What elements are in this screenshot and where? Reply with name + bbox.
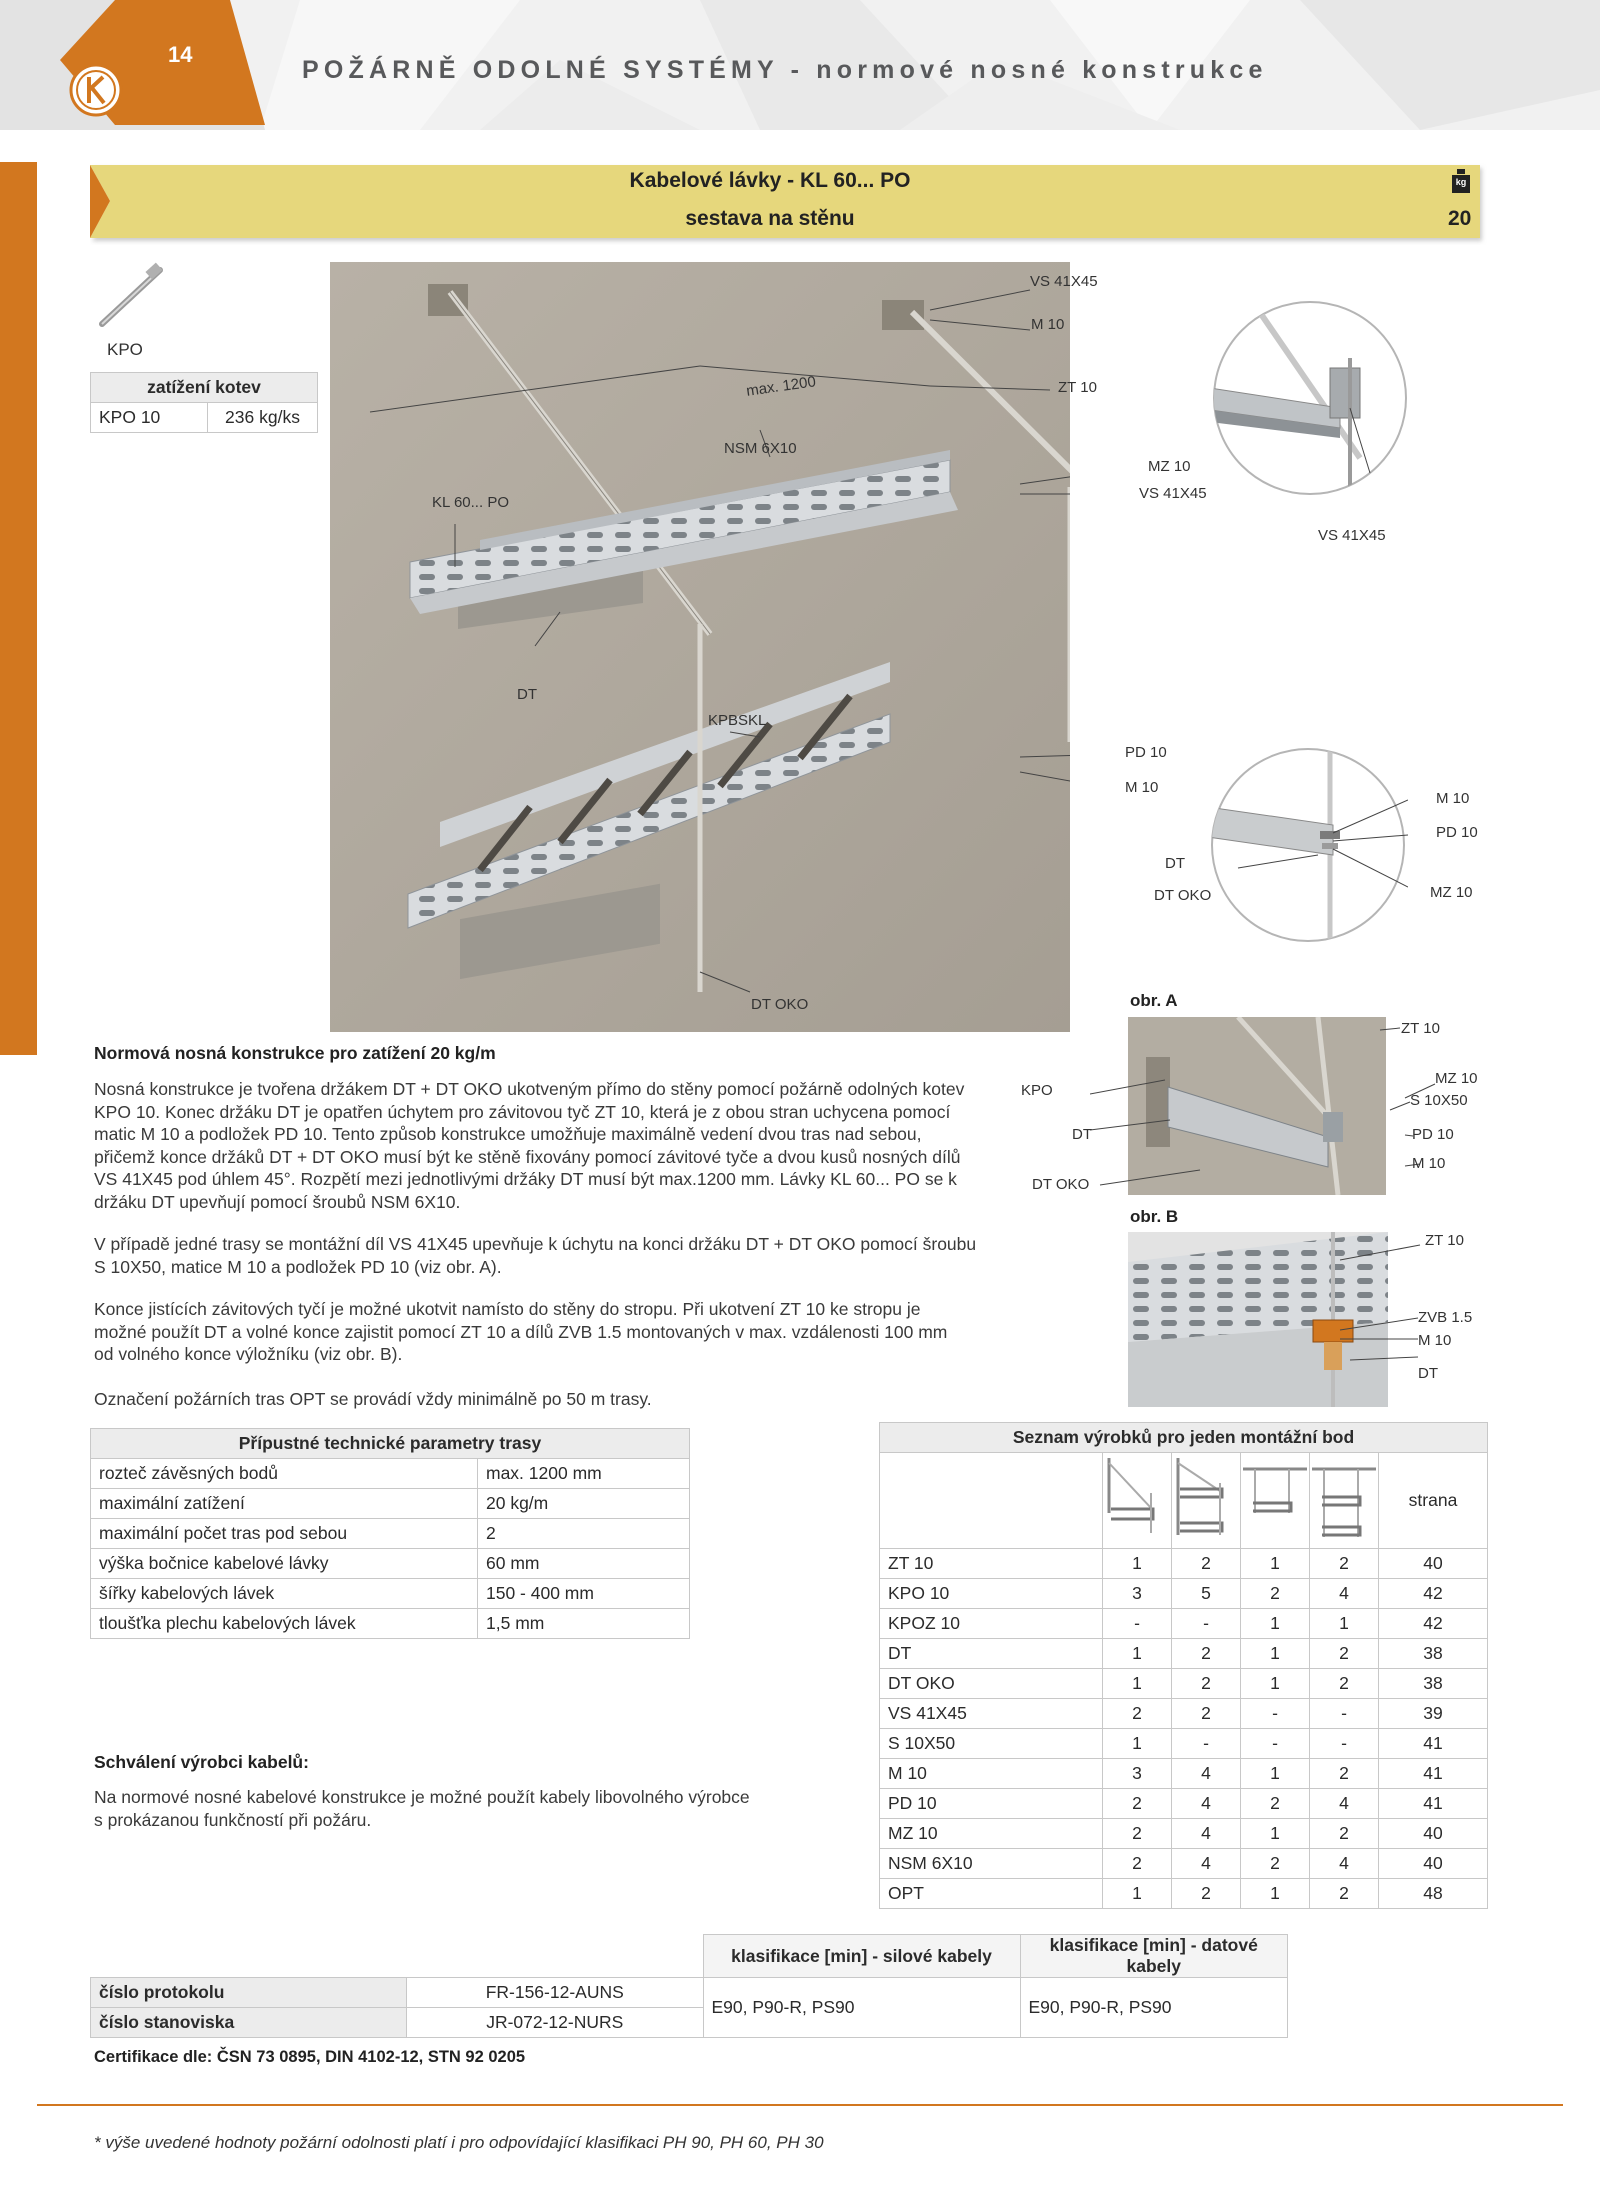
certification-table: [90, 1934, 1288, 2038]
product-qty-c4: 4: [1310, 1579, 1379, 1609]
p2-line: S 10X50, matice M 10 a podložek PD 10 (viz obr. A).: [94, 1256, 502, 1277]
product-qty-c3: 1: [1241, 1879, 1310, 1909]
parameters-table: [90, 1428, 690, 1639]
fig-b-label-zvb: ZVB 1.5: [1418, 1309, 1473, 1326]
table-row: [91, 1978, 1288, 2008]
product-qty-c2: 4: [1172, 1789, 1241, 1819]
product-qty-c2: 2: [1172, 1669, 1241, 1699]
param-value: 150 - 400 mm: [478, 1579, 690, 1609]
product-qty-c4: 2: [1310, 1669, 1379, 1699]
product-page: 38: [1379, 1669, 1488, 1699]
products-header: Seznam výrobků pro jeden montážní bod: [880, 1423, 1488, 1453]
table-row: [880, 1729, 1488, 1759]
product-name: OPT: [880, 1879, 1103, 1909]
table-row: [880, 1819, 1488, 1849]
label-kpbskl: KPBSKL: [708, 712, 767, 729]
table-row: [91, 403, 318, 433]
product-name: DT OKO: [880, 1669, 1103, 1699]
fig-a-label-zt10: ZT 10: [1401, 1020, 1440, 1037]
p2-line: V případě jedné trasy se montážní díl VS 41X45 upevňuje k úchytu na konci držáku DT + DT OKO pomocí šroubu: [94, 1234, 977, 1254]
fig-a-label-mz10: MZ 10: [1435, 1070, 1478, 1087]
table-row: [91, 1609, 690, 1639]
label-c2-dt: DT: [1165, 855, 1185, 872]
paragraph-2: [94, 1233, 1002, 1278]
product-qty-c3: -: [1241, 1729, 1310, 1759]
kpo-load-table: [90, 372, 318, 433]
approval-heading: Schválení výrobci kabelů:: [94, 1752, 309, 1772]
fig-a-label-kpo: KPO: [1021, 1082, 1053, 1099]
product-qty-c1: 2: [1103, 1819, 1172, 1849]
product-qty-c4: -: [1310, 1729, 1379, 1759]
fig-a-label-dt: DT: [1072, 1126, 1092, 1143]
config-2-icon: [1172, 1453, 1241, 1549]
param-value: 2: [478, 1519, 690, 1549]
label-dt-oko: DT OKO: [751, 996, 809, 1013]
param-name: maximální počet tras pod sebou: [91, 1519, 478, 1549]
fig-b-label-zt10: ZT 10: [1425, 1232, 1464, 1249]
table-row: [91, 1459, 690, 1489]
product-qty-c4: 2: [1310, 1639, 1379, 1669]
band-title: Kabelové lávky - KL 60... PO: [629, 169, 911, 192]
table-row: [880, 1759, 1488, 1789]
product-qty-c3: -: [1241, 1699, 1310, 1729]
product-qty-c4: 4: [1310, 1789, 1379, 1819]
product-qty-c1: 2: [1103, 1699, 1172, 1729]
product-page: 40: [1379, 1819, 1488, 1849]
product-page: 41: [1379, 1759, 1488, 1789]
fig-a-leaders: [1090, 1020, 1490, 1200]
product-qty-c3: 2: [1241, 1849, 1310, 1879]
label-m10-lower: M 10: [1125, 779, 1159, 796]
label-c2-pd10: PD 10: [1436, 824, 1478, 841]
silove-value: E90, P90-R, PS90: [703, 1978, 1020, 2038]
product-page: 42: [1379, 1579, 1488, 1609]
label-c2-dt-oko: DT OKO: [1154, 887, 1212, 904]
table-row: [91, 1489, 690, 1519]
fig-a-label-s10x50: S 10X50: [1410, 1092, 1468, 1109]
config-4-icon: [1310, 1453, 1379, 1549]
product-qty-c4: 1: [1310, 1609, 1379, 1639]
label-vs-41x45-detail: VS 41X45: [1318, 527, 1386, 544]
product-qty-c3: 2: [1241, 1579, 1310, 1609]
fig-a-label-pd10: PD 10: [1412, 1126, 1454, 1143]
p1-line: KPO 10. Konec držáku DT je opatřen úchytem pro závitovou tyč ZT 10, která je z obou stran uchycena pomocí: [94, 1101, 951, 1122]
product-page: 38: [1379, 1639, 1488, 1669]
product-qty-c3: 2: [1241, 1789, 1310, 1819]
product-page: 41: [1379, 1729, 1488, 1759]
kg-icon-text: kg: [1455, 177, 1467, 187]
strana-header: strana: [1379, 1453, 1488, 1549]
table-row: [91, 1579, 690, 1609]
param-value: max. 1200 mm: [478, 1459, 690, 1489]
product-qty-c4: 2: [1310, 1819, 1379, 1849]
certification-line: Certifikace dle: ČSN 73 0895, DIN 4102-12, STN 92 0205: [94, 2048, 526, 2066]
product-name: PD 10: [880, 1789, 1103, 1819]
param-name: výška bočnice kabelové lávky: [91, 1549, 478, 1579]
page-title: POŽÁRNĚ ODOLNÉ SYSTÉMY - normové nosné konstrukce: [302, 56, 1268, 84]
product-page: 48: [1379, 1879, 1488, 1909]
stanovisko-value: JR-072-12-NURS: [407, 2008, 704, 2038]
product-qty-c3: 1: [1241, 1639, 1310, 1669]
param-value: 20 kg/m: [478, 1489, 690, 1519]
kpo-row-value: 236 kg/ks: [208, 403, 318, 433]
table-row: [880, 1609, 1488, 1639]
label-mz10: MZ 10: [1148, 458, 1191, 475]
stanovisko-label: číslo stanoviska: [91, 2008, 407, 2038]
product-name: DT: [880, 1639, 1103, 1669]
kpo-anchor-image: [92, 262, 172, 332]
p3-line: od volného konce výložníku (viz obr. B).: [94, 1344, 403, 1364]
p1-line: Nosná konstrukce je tvořena držákem DT + DT OKO ukotveným přímo do stěny pomocí požárně odolných kotev: [94, 1079, 965, 1099]
param-name: maximální zatížení: [91, 1489, 478, 1519]
p1-line: VS 41X45 pod úhlem 45°. Rozpětí mezi jednotlivými držáky DT musí být max.1200 mm. Lávky KL 60... PO se k: [94, 1169, 957, 1189]
fig-a-label-m10: M 10: [1412, 1155, 1446, 1172]
product-qty-c3: 1: [1241, 1669, 1310, 1699]
table-row: [880, 1669, 1488, 1699]
label-dt-upper: DT: [517, 686, 537, 703]
datove-value: E90, P90-R, PS90: [1020, 1978, 1288, 2038]
product-qty-c2: 4: [1172, 1819, 1241, 1849]
section-heading: Normová nosná konstrukce pro zatížení 20 kg/m: [94, 1043, 496, 1063]
products-table: [879, 1422, 1488, 1909]
approval-line: s prokázanou funkčností při požáru.: [94, 1809, 372, 1830]
approval-line: Na normové nosné kabelové konstrukce je možné použít kabely libovolného výrobce: [94, 1787, 750, 1807]
table-row: [880, 1639, 1488, 1669]
p1-line: přičemž konce držáků DT + DT OKO musí být ke stěně fixovány pomocí závitové tyče a dvou kusů nosných dílů: [94, 1146, 961, 1167]
company-logo: [68, 62, 124, 118]
product-name: ZT 10: [880, 1549, 1103, 1579]
fig-a-label-dt-oko: DT OKO: [1032, 1176, 1090, 1193]
kg-icon: [1451, 169, 1471, 193]
param-name: tloušťka plechu kabelových lávek: [91, 1609, 478, 1639]
product-page: 41: [1379, 1789, 1488, 1819]
p3-line: Konce jistících závitových tyčí je možné ukotvit namísto do stěny do stropu. Při ukotvení ZT 10 ke stropu je: [94, 1299, 921, 1319]
product-qty-c4: 2: [1310, 1879, 1379, 1909]
product-qty-c1: 1: [1103, 1549, 1172, 1579]
product-qty-c4: -: [1310, 1699, 1379, 1729]
fig-b-leaders: [1200, 1235, 1450, 1375]
product-qty-c3: 1: [1241, 1609, 1310, 1639]
label-m10-top: M 10: [1031, 316, 1065, 333]
product-name: MZ 10: [880, 1819, 1103, 1849]
table-row: [91, 1519, 690, 1549]
table-row: [880, 1789, 1488, 1819]
table-row: [880, 1849, 1488, 1879]
table-row: [880, 1699, 1488, 1729]
product-name: VS 41X45: [880, 1699, 1103, 1729]
product-name: M 10: [880, 1759, 1103, 1789]
label-nsm-6x10: NSM 6X10: [724, 440, 797, 457]
product-qty-c1: -: [1103, 1609, 1172, 1639]
label-c2-mz10: MZ 10: [1430, 884, 1473, 901]
product-page: 42: [1379, 1609, 1488, 1639]
config-3-icon: [1241, 1453, 1310, 1549]
klasifikace-silove-header: klasifikace [min] - silové kabely: [703, 1935, 1020, 1978]
paragraph-1: [94, 1078, 1002, 1213]
product-name: S 10X50: [880, 1729, 1103, 1759]
product-qty-c1: 3: [1103, 1579, 1172, 1609]
kpo-table-header: zatížení kotev: [91, 373, 318, 403]
kpo-caption: KPO: [107, 340, 143, 359]
product-qty-c2: 2: [1172, 1639, 1241, 1669]
protokol-value: FR-156-12-AUNS: [407, 1978, 704, 2008]
product-qty-c2: 4: [1172, 1849, 1241, 1879]
footer-divider: [37, 2104, 1563, 2106]
label-pd10: PD 10: [1125, 744, 1167, 761]
param-name: rozteč závěsných bodů: [91, 1459, 478, 1489]
param-value: 60 mm: [478, 1549, 690, 1579]
product-qty-c2: 2: [1172, 1549, 1241, 1579]
product-qty-c2: 4: [1172, 1759, 1241, 1789]
product-page: 40: [1379, 1849, 1488, 1879]
param-value: 1,5 mm: [478, 1609, 690, 1639]
paragraph-4: Označení požárních tras OPT se provádí vždy minimálně po 50 m trasy.: [94, 1389, 652, 1409]
product-qty-c2: 2: [1172, 1699, 1241, 1729]
table-row: [880, 1579, 1488, 1609]
product-name: KPO 10: [880, 1579, 1103, 1609]
detail-circle-top: [1210, 298, 1410, 498]
label-c2-m10: M 10: [1436, 790, 1470, 807]
config-1-icon: [1103, 1453, 1172, 1549]
label-max-1200: max. 1200: [745, 373, 817, 400]
table-row: [91, 1549, 690, 1579]
main-assembly-diagram: [330, 262, 1070, 1032]
param-name: šířky kabelových lávek: [91, 1579, 478, 1609]
label-zt10: ZT 10: [1058, 379, 1097, 396]
detail-circle-bottom: [1208, 745, 1408, 945]
fig-b-label-dt: DT: [1418, 1365, 1438, 1382]
fig-a-title: obr. A: [1130, 991, 1178, 1010]
product-qty-c1: 2: [1103, 1789, 1172, 1819]
fig-b-label-m10: M 10: [1418, 1332, 1452, 1349]
paragraph-3: [94, 1298, 1002, 1366]
product-qty-c2: -: [1172, 1609, 1241, 1639]
product-qty-c1: 3: [1103, 1759, 1172, 1789]
approval-text: [94, 1786, 814, 1831]
label-kl60-po: KL 60... PO: [432, 494, 509, 511]
product-qty-c4: 2: [1310, 1759, 1379, 1789]
product-qty-c4: 4: [1310, 1849, 1379, 1879]
protokol-label: číslo protokolu: [91, 1978, 407, 2008]
product-page: 39: [1379, 1699, 1488, 1729]
products-icon-row: [880, 1453, 1488, 1549]
p1-line: držáku DT upevňují pomocí šroubů NSM 6X10.: [94, 1191, 461, 1212]
product-qty-c1: 1: [1103, 1879, 1172, 1909]
product-qty-c3: 1: [1241, 1549, 1310, 1579]
fig-b-title: obr. B: [1130, 1207, 1179, 1226]
product-qty-c1: 1: [1103, 1639, 1172, 1669]
product-name: NSM 6X10: [880, 1849, 1103, 1879]
band-subtitle: sestava na stěnu: [685, 207, 855, 230]
page-number: 14: [168, 42, 193, 67]
product-qty-c1: 1: [1103, 1729, 1172, 1759]
footer-note: * výše uvedené hodnoty požární odolnosti platí i pro odpovídající klasifikaci PH 90, PH 60, PH 30: [94, 2133, 824, 2152]
weight-value: 20: [1448, 207, 1472, 230]
side-accent-bar: [0, 162, 37, 1055]
parameters-header: Přípustné technické parametry trasy: [91, 1429, 690, 1459]
product-qty-c2: 2: [1172, 1879, 1241, 1909]
p1-line: matic M 10 a podložek PD 10. Tento způsob konstrukce umožňuje maximálně vedení dvou tras nad sebou,: [94, 1124, 922, 1144]
product-qty-c3: 1: [1241, 1819, 1310, 1849]
product-page: 40: [1379, 1549, 1488, 1579]
p3-line: možné použít DT a volné konce zajistit pomocí ZT 10 a dílů ZVB 1.5 montovaných v max. vzdálenosti 100 mm: [94, 1321, 948, 1342]
product-qty-c3: 1: [1241, 1759, 1310, 1789]
klasifikace-datove-header: klasifikace [min] - datové kabely: [1020, 1935, 1288, 1978]
table-row: [880, 1879, 1488, 1909]
product-qty-c1: 1: [1103, 1669, 1172, 1699]
kpo-row-name: KPO 10: [91, 403, 208, 433]
product-qty-c4: 2: [1310, 1549, 1379, 1579]
product-qty-c2: 5: [1172, 1579, 1241, 1609]
product-qty-c2: -: [1172, 1729, 1241, 1759]
product-name: KPOZ 10: [880, 1609, 1103, 1639]
product-qty-c1: 2: [1103, 1849, 1172, 1879]
label-vs-41x45-mid: VS 41X45: [1139, 485, 1207, 502]
label-vs-41x45-top: VS 41X45: [1030, 273, 1098, 290]
table-row: [880, 1549, 1488, 1579]
